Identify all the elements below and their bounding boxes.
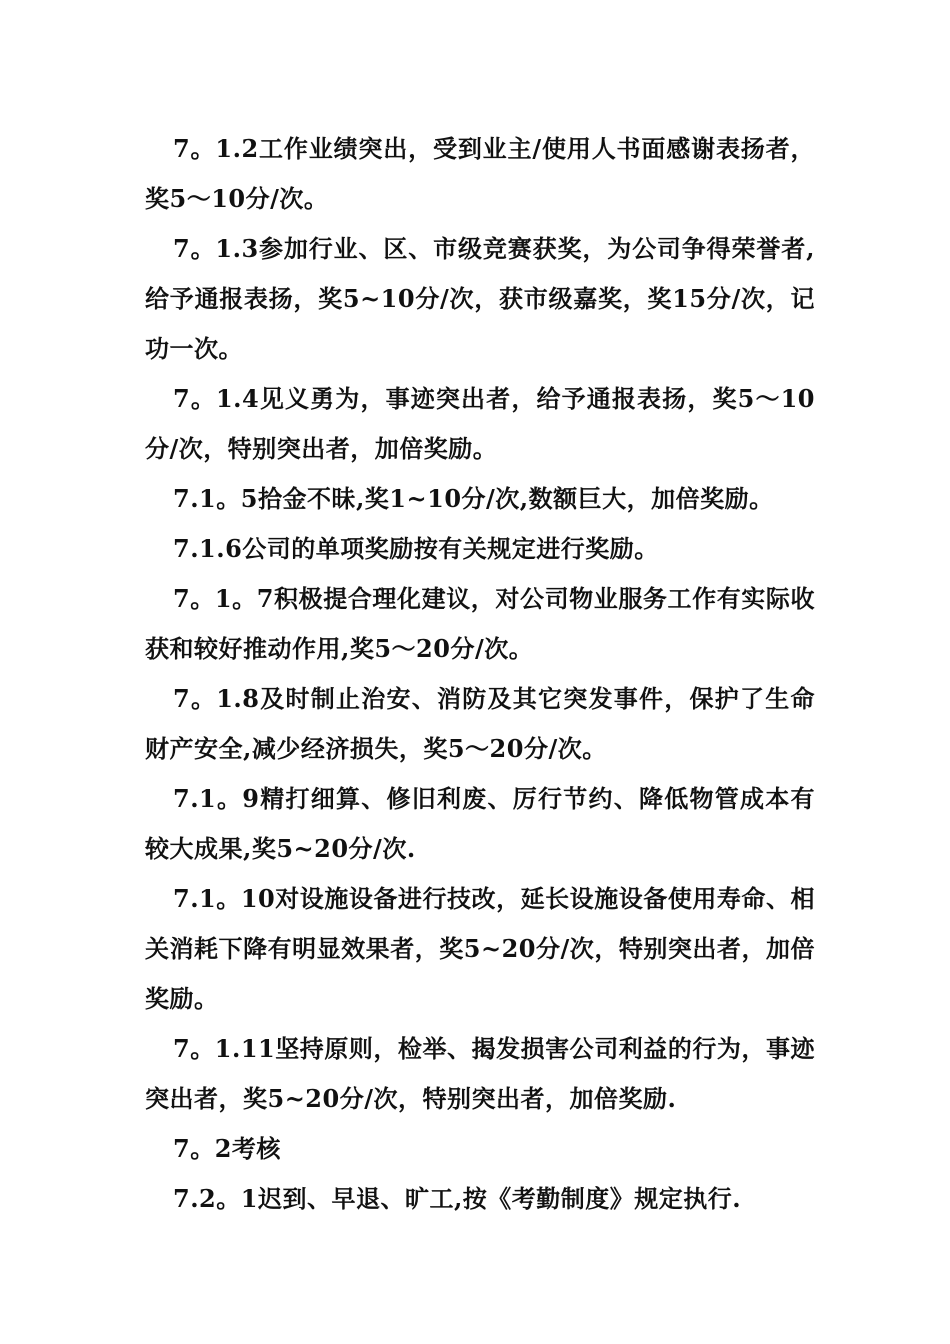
paragraph-7-2-1: 7.2。1迟到、早退、旷工,按《考勤制度》规定执行. xyxy=(173,1184,742,1213)
paragraph-7-1-7: 7。1。7积极提合理化建议，对公司物业服务工作有实际收获和较好推动作用,奖5～20分/次。 xyxy=(145,584,815,663)
document-body xyxy=(145,124,815,1224)
paragraph-7-1-3: 7。1.3参加行业、区、市级竞赛获奖，为公司争得荣誉者,给予通报表扬，奖5~10分/次，获市级嘉奖，奖15分/次，记功一次。 xyxy=(145,234,815,363)
section-heading-7-2: 7。2考核 xyxy=(173,1134,281,1163)
paragraph-7-1-2: 7。1.2工作业绩突出，受到业主/使用人书面感谢表扬者，奖5～10分/次。 xyxy=(145,134,815,213)
paragraph-7-1-4: 7。1.4见义勇为，事迹突出者，给予通报表扬，奖5～10分/次，特别突出者，加倍奖励。 xyxy=(145,384,815,463)
paragraph-7-1-11: 7。1.11坚持原则，检举、揭发损害公司利益的行为，事迹突出者，奖5~20分/次，特别突出者，加倍奖励. xyxy=(145,1034,815,1113)
paragraph-7-1-8: 7。1.8及时制止治安、消防及其它突发事件，保护了生命财产安全,减少经济损失，奖5～20分/次。 xyxy=(145,684,815,763)
paragraph-7-1-5: 7.1。5拾金不昧,奖1~10分/次,数额巨大，加倍奖励。 xyxy=(173,484,774,513)
paragraph-7-1-6: 7.1.6公司的单项奖励按有关规定进行奖励。 xyxy=(173,534,659,563)
paragraph-7-1-9: 7.1。9精打细算、修旧利废、厉行节约、降低物管成本有较大成果,奖5~20分/次. xyxy=(145,784,815,863)
paragraph-7-1-10: 7.1。10对设施设备进行技改，延长设施设备使用寿命、相关消耗下降有明显效果者，奖5~20分/次，特别突出者，加倍奖励。 xyxy=(145,884,815,1013)
